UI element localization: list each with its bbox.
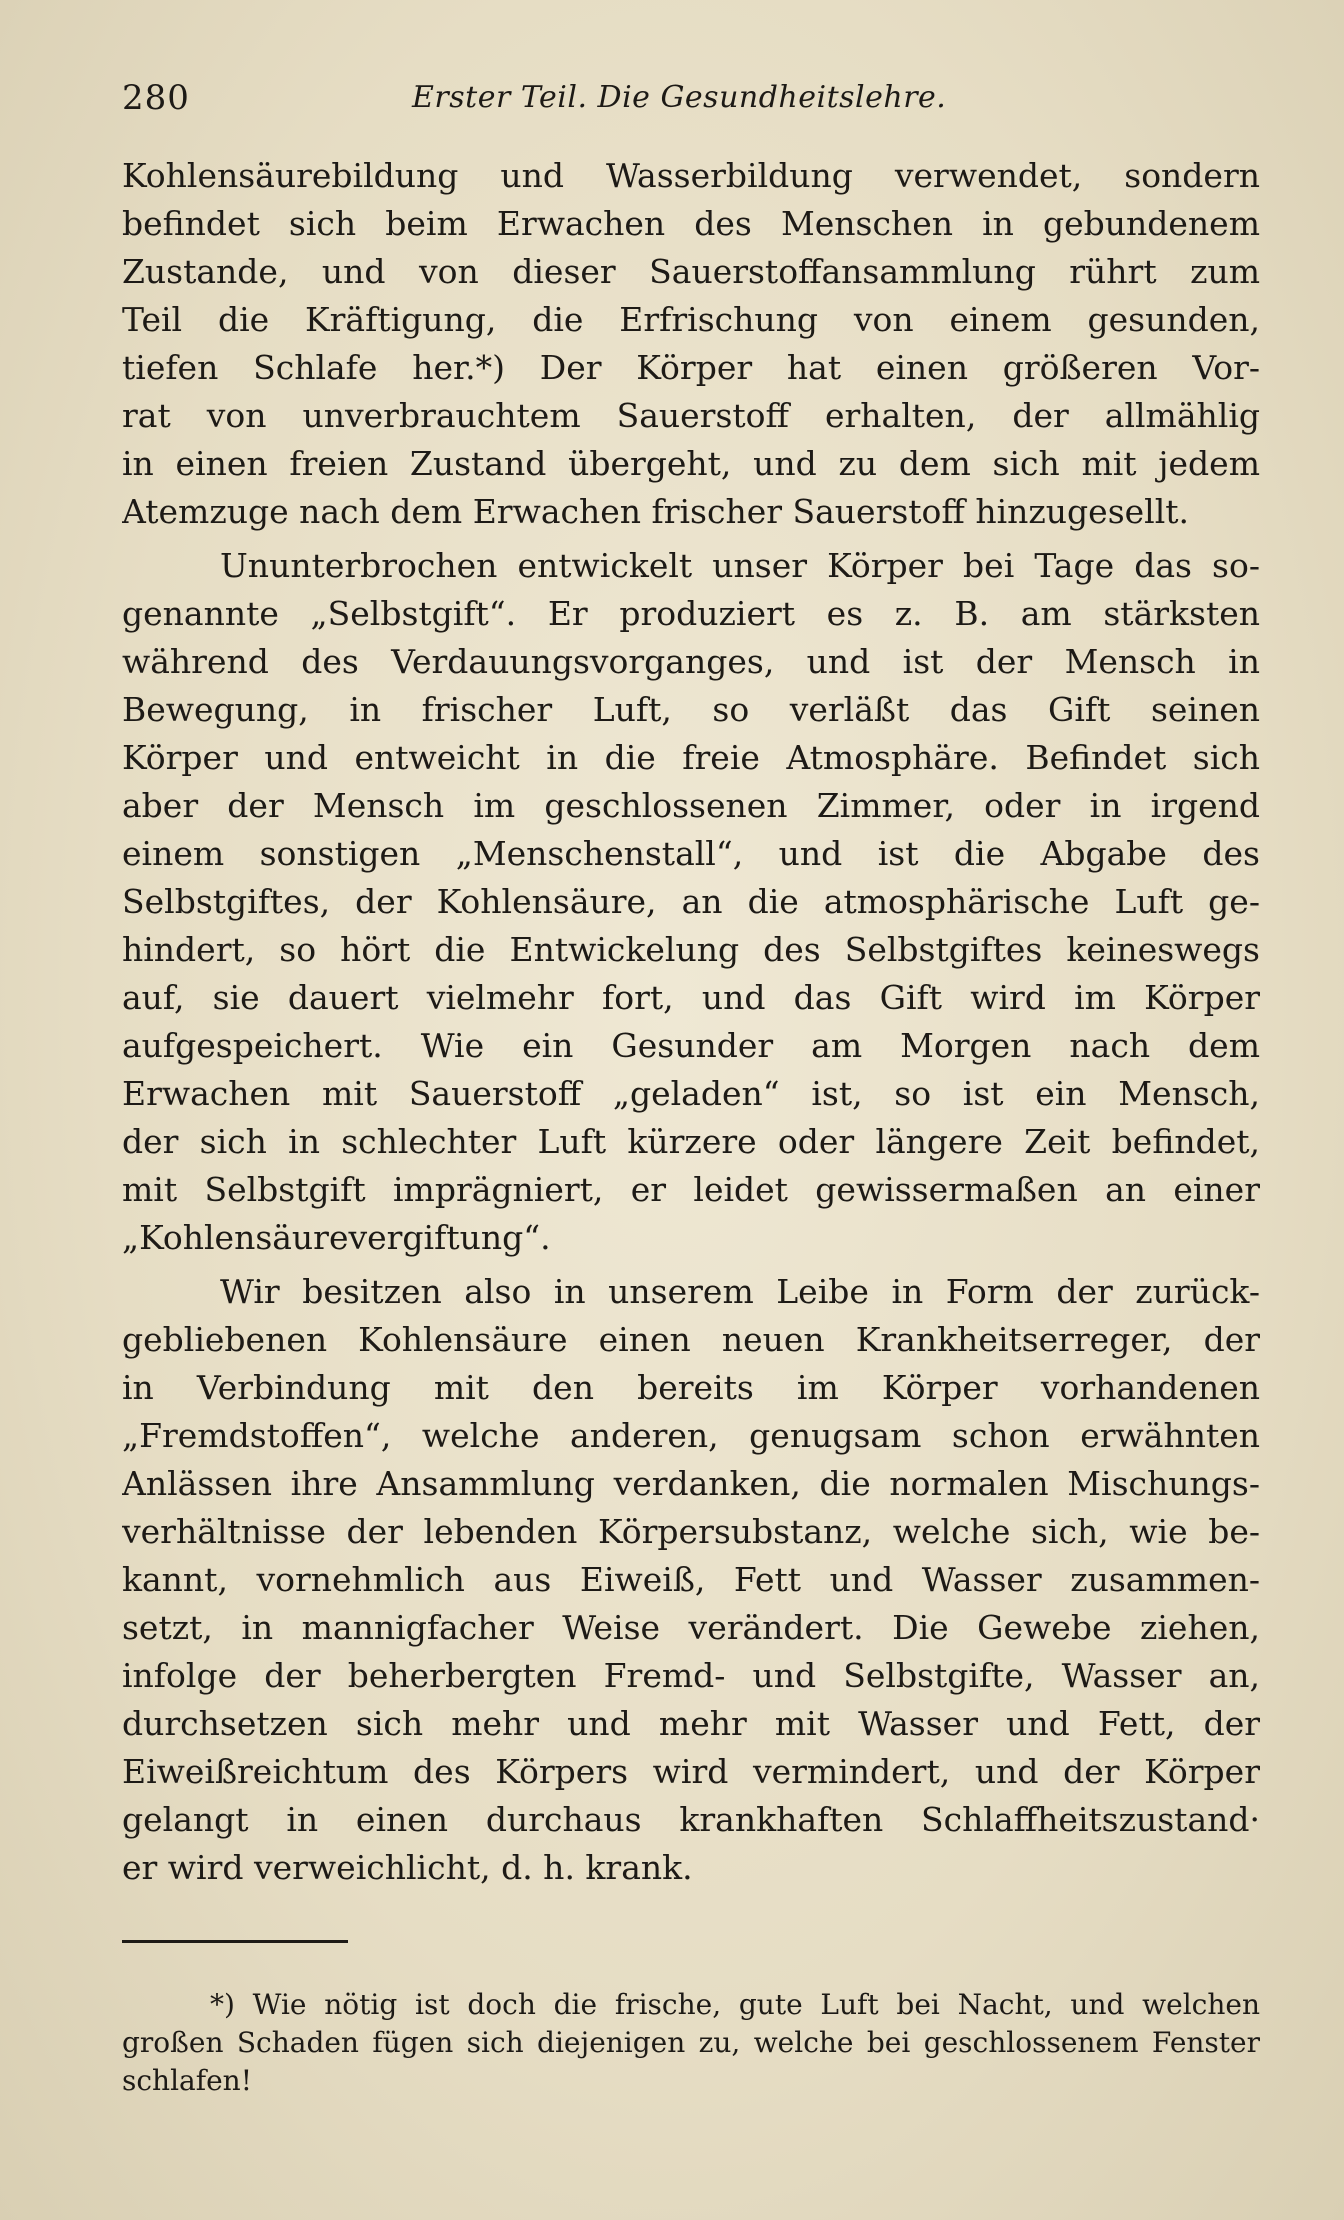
text-line: Erwachen mit Sauerstoff „geladen“ ist, so ist ein Mensch, [122, 1074, 1260, 1113]
footnote-divider [122, 1940, 348, 1943]
text-line: genannte „Selbstgift“. Er produziert es z. B. am stärksten [122, 594, 1260, 633]
text-line: er wird verweichlicht, d. h. krank. [122, 1848, 693, 1887]
text-line: „Kohlensäurevergiftung“. [122, 1218, 551, 1257]
text-line: Wir besitzen also in unserem Leibe in Form der zurück- [220, 1272, 1260, 1311]
text-line: Anlässen ihre Ansammlung verdanken, die normalen Mischungs- [122, 1464, 1260, 1503]
paragraph [122, 152, 1260, 536]
paragraph [122, 1268, 1260, 1892]
text-line: mit Selbstgift imprägniert, er leidet gewissermaßen an einer [122, 1170, 1260, 1209]
text-line: rat von unverbrauchtem Sauerstoff erhalten, der allmählig [122, 396, 1260, 435]
text-line: gebliebenen Kohlensäure einen neuen Krankheitserreger, der [122, 1320, 1260, 1359]
text-line: Eiweißreichtum des Körpers wird vermindert, und der Körper [122, 1752, 1260, 1791]
footnote [122, 1986, 1260, 2100]
text-line: Zustande, und von dieser Sauerstoffansammlung rührt zum [122, 252, 1260, 291]
text-line: aber der Mensch im geschlossenen Zimmer, oder in irgend [122, 786, 1260, 825]
page-number: 280 [122, 78, 190, 118]
text-line: „Fremdstoffen“, welche anderen, genugsam schon erwähnten [122, 1416, 1260, 1455]
text-line: kannt, vornehmlich aus Eiweiß, Fett und Wasser zusammen- [122, 1560, 1260, 1599]
text-line: aufgespeichert. Wie ein Gesunder am Morgen nach dem [122, 1026, 1260, 1065]
text-line: in Verbindung mit den bereits im Körper vorhandenen [122, 1368, 1260, 1407]
paragraph [122, 542, 1260, 1262]
text-line: Körper und entweicht in die freie Atmosphäre. Befindet sich [122, 738, 1260, 777]
text-line: Ununterbrochen entwickelt unser Körper bei Tage das so- [220, 546, 1260, 585]
text-line: Kohlensäurebildung und Wasserbildung verwendet, sondern [122, 156, 1260, 195]
text-line: hindert, so hört die Entwickelung des Selbstgiftes keineswegs [122, 930, 1260, 969]
text-line: einem sonstigen „Menschenstall“, und ist die Abgabe des [122, 834, 1260, 873]
text-line: verhältnisse der lebenden Körpersubstanz, welche sich, wie be- [122, 1512, 1260, 1551]
text-line: der sich in schlechter Luft kürzere oder längere Zeit befindet, [122, 1122, 1260, 1161]
text-line: gelangt in einen durchaus krankhaften Schlaffheitszustand· [122, 1800, 1260, 1839]
text-line: tiefen Schlafe her.*) Der Körper hat einen größeren Vor- [122, 348, 1260, 387]
text-line: setzt, in mannigfacher Weise verändert. Die Gewebe ziehen, [122, 1608, 1260, 1647]
text-line: Bewegung, in frischer Luft, so verläßt das Gift seinen [122, 690, 1260, 729]
running-head: Erster Teil. Die Gesundheitslehre. [412, 80, 947, 115]
text-line: Atemzuge nach dem Erwachen frischer Sauerstoff hinzugesellt. [122, 492, 1190, 531]
text-line: Teil die Kräftigung, die Erfrischung von einem gesunden, [122, 300, 1260, 339]
footnote-line: großen Schaden fügen sich diejenigen zu, welche bei geschlossenem Fenster [122, 2026, 1260, 2059]
text-line: Selbstgiftes, der Kohlensäure, an die atmosphärische Luft ge- [122, 882, 1260, 921]
text-line: durchsetzen sich mehr und mehr mit Wasser und Fett, der [122, 1704, 1260, 1743]
footnote-line: *) Wie nötig ist doch die frische, gute Luft bei Nacht, und welchen [210, 1988, 1260, 2021]
footnote-line: schlafen! [122, 2064, 252, 2097]
text-line: befindet sich beim Erwachen des Menschen in gebundenem [122, 204, 1260, 243]
text-line: während des Verdauungsvorganges, und ist der Mensch in [122, 642, 1260, 681]
text-line: in einen freien Zustand übergeht, und zu dem sich mit jedem [122, 444, 1260, 483]
body-text [122, 152, 1260, 1892]
page-header [122, 78, 1262, 128]
text-line: infolge der beherbergten Fremd- und Selbstgifte, Wasser an, [122, 1656, 1260, 1695]
text-line: auf, sie dauert vielmehr fort, und das Gift wird im Körper [122, 978, 1260, 1017]
